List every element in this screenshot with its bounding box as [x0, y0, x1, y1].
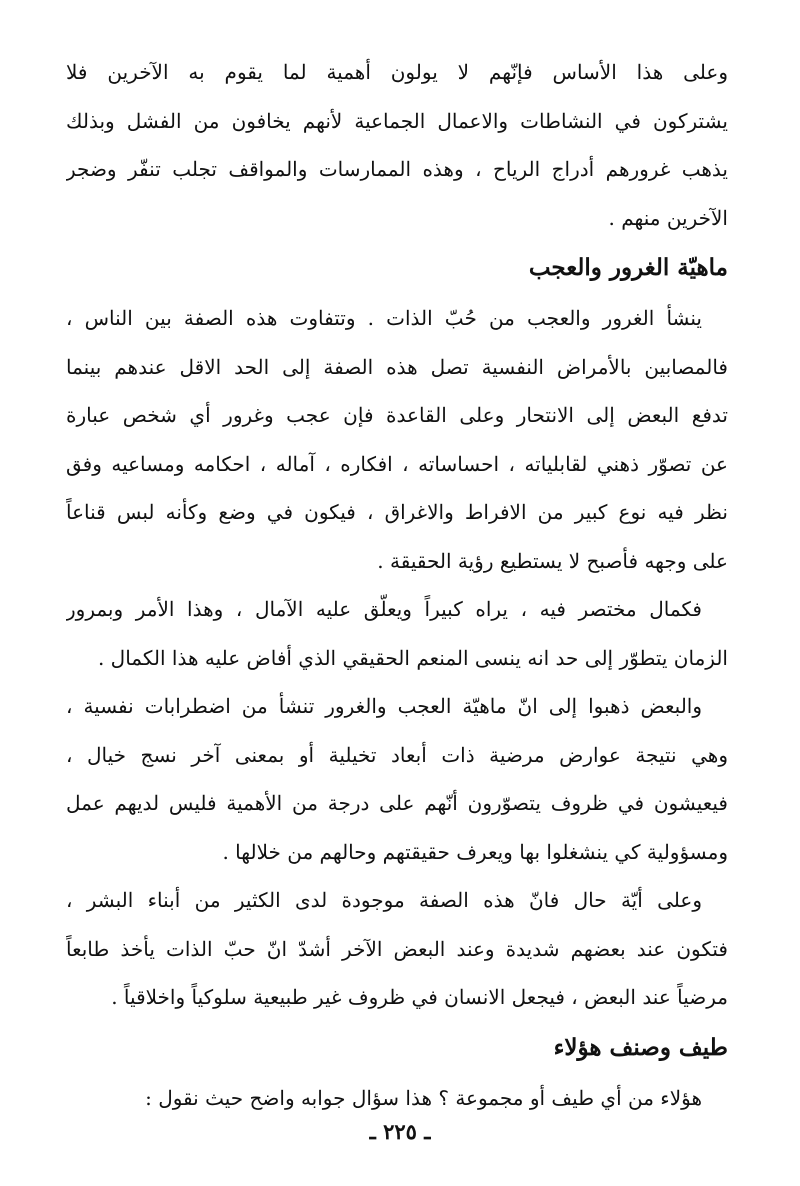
- paragraph-line: وعلى أيّة حال فانّ هذه الصفة موجودة لدى الكثير من أبناء البشر ،: [66, 888, 702, 912]
- page-number: ـ ٢٢٥ ـ: [369, 1119, 431, 1144]
- paragraph-line: على وجهه فأصبح لا يستطيع رؤية الحقيقة .: [377, 548, 728, 573]
- paragraph-line: الآخرين منهم .: [608, 205, 728, 230]
- paragraph-line: وعلى هذا الأساس فإنّهم لا يولون أهمية لما يقوم به الآخرين فلا: [66, 60, 728, 84]
- paragraph-line: فكمال مختصر فيه ، يراه كبيراً ويعلّق عليه الآمال ، وهذا الأمر وبمرور: [66, 597, 702, 621]
- paragraph-line: يذهب غرورهم أدراج الرياح ، وهذه الممارسات والمواقف تجلب تنفّر وضجر: [66, 157, 728, 181]
- paragraph-line: فتكون عند بعضهم شديدة وعند البعض الآخر أشدّ انّ حبّ الذات يأخذ طابعاً: [66, 936, 728, 961]
- paragraph-line: وهي نتيجة عوارض مرضية ذات أبعاد تخيلية أو بمعنى آخر نسج خيال ،: [66, 742, 728, 767]
- section-heading: ماهيّة الغرور والعجب: [528, 254, 728, 281]
- paragraph-line: ومسؤولية كي ينشغلوا بها ويعرف حقيقتهم وحالهم من خلالها .: [222, 839, 728, 864]
- paragraph-line: تدفع البعض إلى الانتحار وعلى القاعدة فإن عجب وغرور أي شخص عبارة: [66, 403, 728, 427]
- paragraph-line: هؤلاء من أي طيف أو مجموعة ؟ هذا سؤال جوابه واضح حيث نقول :: [145, 1085, 702, 1110]
- paragraph-line: الزمان يتطوّر إلى حد انه ينسى المنعم الحقيقي الذي أفاض عليه هذا الكمال .: [97, 645, 728, 670]
- paragraph-line: نظر فيه نوع كبير من الافراط والاغراق ، فيكون في وضع وكأنه لبس قناعاً: [66, 500, 728, 524]
- paragraph-line: يشتركون في النشاطات والاعمال الجماعية لأنهم يخافون من الفشل وبذلك: [66, 108, 728, 133]
- paragraph-line: فالمصابين بالأمراض النفسية تصل هذه الصفة إلى الحد الاقل عندهم بينما: [66, 354, 728, 379]
- paragraph-line: مرضياً عند البعض ، فيجعل الانسان في ظروف غير طبيعية سلوكياً واخلاقياً .: [111, 985, 728, 1009]
- paragraph-line: فيعيشون في ظروف يتصوّرون أنّهم على درجة من الأهمية فليس لديهم عمل: [66, 791, 728, 815]
- section-heading: طيف وصنف هؤلاء: [553, 1033, 728, 1061]
- paragraph-line: ينشأ الغرور والعجب من حُبّ الذات . وتتفاوت هذه الصفة بين الناس ،: [66, 306, 702, 330]
- paragraph-line: عن تصوّر ذهني لقابلياته ، احساساته ، افكاره ، آماله ، احكامه ومساعيه وفق: [66, 451, 728, 476]
- page-content: [66, 48, 728, 1122]
- paragraph-line: والبعض ذهبوا إلى انّ ماهيّة العجب والغرور تنشأ من اضطرابات نفسية ،: [66, 694, 702, 718]
